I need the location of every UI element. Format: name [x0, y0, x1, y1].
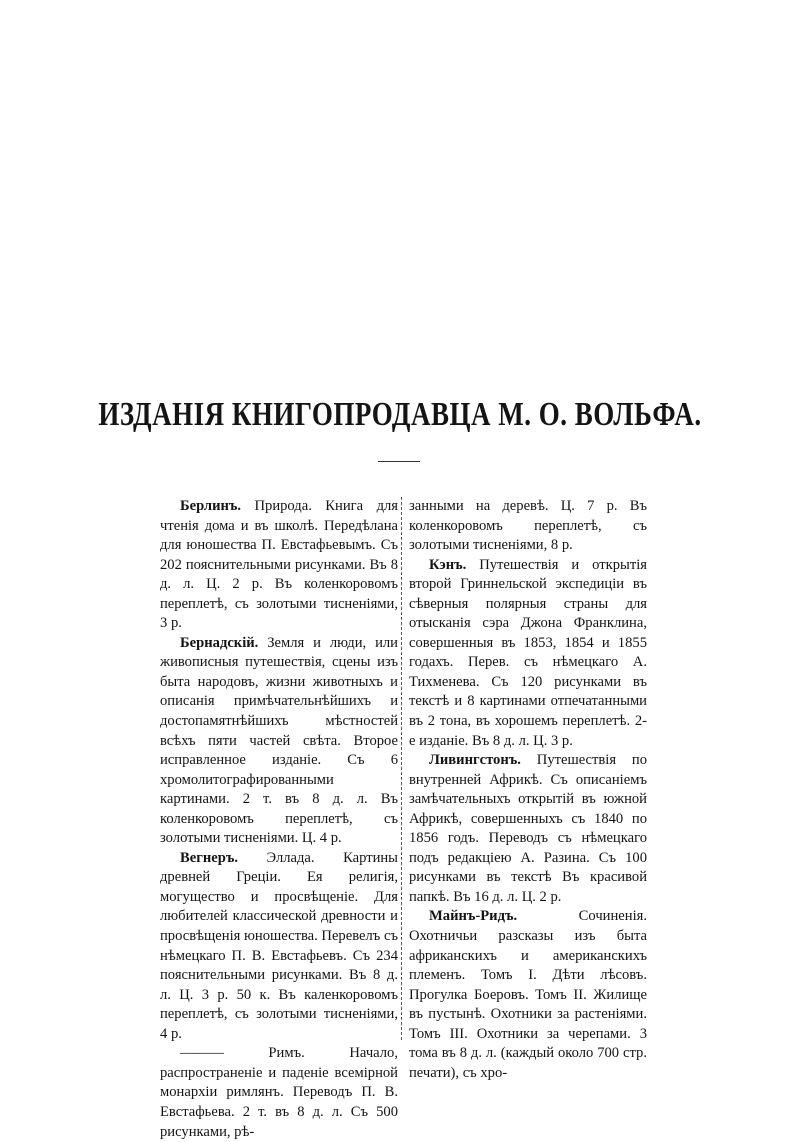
entry-text: Путешествія и открытія второй Гриннельской экспедиціи въ сѣверныя полярныя страны для отысканія сэра Джона Франклина, совершенныя въ 1853, 1854 и 1855 годахъ. Перев. съ нѣмецкаго А. Тихменева. Съ 120 рисунками въ текстѣ и 8 картинами отпечатанными въ 2 тона, въ хорошемъ переплетѣ. 2-е изданіе. Въ 8 д. л. Ц. 3 р.	[409, 556, 647, 749]
entry-author: Кэнъ.	[429, 556, 467, 573]
catalog-entry	[160, 849, 398, 1044]
page-title: ИЗДАНІЯ КНИГОПРОДАВЦА М. О. ВОЛЬФА.	[98, 395, 702, 433]
entry-text: Путешествія по внутренней Африкѣ. Съ описаніемъ замѣчательныхъ открытій въ южной Африкѣ, совершенныхъ съ 1840 по 1856 годъ. Переводъ съ нѣмецкаго подъ редакціею А. Разина. Съ 100 рисунками въ текстѣ Въ красивой папкѣ. Въ 16 д. л. Ц. 2 р.	[409, 752, 647, 905]
entry-author: Берлинъ.	[180, 498, 242, 514]
catalog-entry	[409, 907, 647, 1083]
entry-text: ——— Римъ. Начало, распространеніе и паденіе всемірной монархіи римлянъ. Переводъ П. В. Евстафьева. 2 т. въ 8 д. л. Съ 500 рисунками, рѣ-	[160, 1045, 398, 1140]
catalog-entry	[160, 1044, 398, 1142]
left-column	[160, 497, 398, 1142]
entry-text: Природа. Книга для чтенія дома и въ школѣ. Передѣлана для юношества П. Евстафьевымъ. Съ 202 пояснительными рисунками. Въ 8 д. л. Ц. 2 р. Въ коленкоровомъ переплетѣ, съ золотыми тисненіями, 3 р.	[160, 498, 398, 632]
entry-text: Земля и люди, или живописныя путешествія, сцены изъ быта народовъ, жизни животныхъ и описанія примѣчательнѣйшихъ и достопамятнѣйшихъ мѣстностей всѣхъ пяти частей свѣта. Второе исправленное изданіе. Съ 6 хромолитографированными картинами. 2 т. въ 8 д. л. Въ коленкоровомъ переплетѣ, съ золотыми тисненіями. Ц. 4 р.	[160, 634, 398, 847]
column-divider	[401, 497, 402, 1040]
entry-text: Сочиненія. Охотничьи разсказы изъ быта африканскихъ и американскихъ племенъ. Томъ I. Дѣти лѣсовъ. Прогулка Боеровъ. Томъ II. Жилище въ пустынѣ. Охотники за растеніями. Томъ III. Охотники за черепами. 3 тома въ 8 д. л. (каждый около 700 стр. печати), съ хро-	[409, 908, 647, 1081]
catalog-entry	[409, 556, 647, 751]
entry-continuation: занными на деревѣ. Ц. 7 р. Въ коленкоровомъ переплетѣ, съ золотыми тисненіями, 8 р.	[409, 498, 647, 554]
entry-author: Вегнеръ.	[180, 849, 238, 866]
catalog-entry	[160, 497, 398, 634]
right-column	[409, 497, 647, 1083]
title-rule	[378, 461, 420, 462]
catalog-entry	[160, 634, 398, 849]
entry-author: Бернадскій.	[180, 634, 259, 651]
entry-author: Майнъ-Ридъ.	[429, 908, 518, 925]
catalog-entry	[409, 751, 647, 907]
entry-text: Эллада. Картины древней Греціи. Ея религія, могущество и просвѣщеніе. Для любителей классической древности и просвѣщенія юношества. Перевелъ съ нѣмецкаго П. В. Евстафьевъ. Съ 234 пояснительными рисунками. Въ 8 д. л. Ц. 3 р. 50 к. Въ каленкоровомъ переплетѣ, съ золотыми тисненіями, 4 р.	[160, 849, 398, 1042]
entry-author: Ливингстонъ.	[429, 752, 521, 769]
